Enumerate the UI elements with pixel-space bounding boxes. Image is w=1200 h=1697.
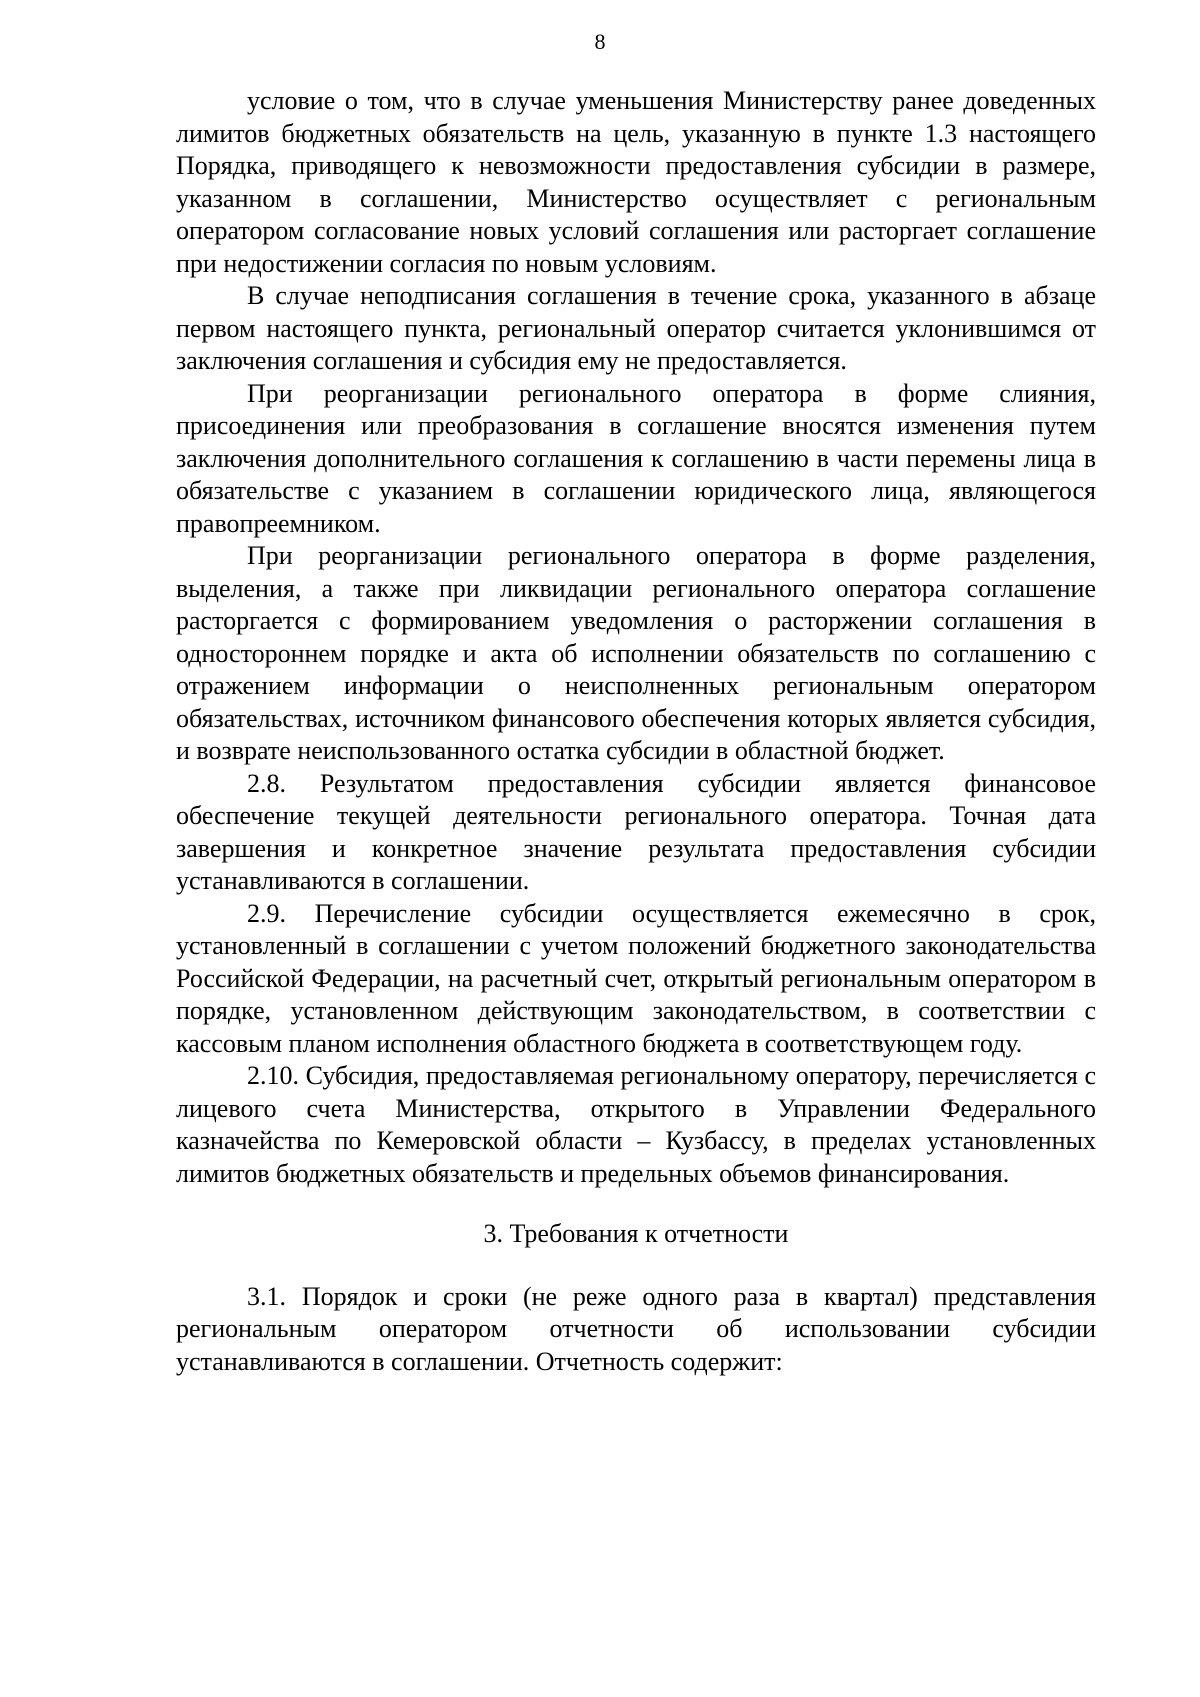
paragraph-agreement-not-signed: В случае неподписания соглашения в течение срока, указанного в абзаце первом настоящего пункта, региональный оператор считается уклонившимся от заключения соглашения и субсидия ему не предоставляется.: [176, 281, 1096, 375]
paragraph-2-9-transfer: 2.9. Перечисление субсидии осуществляется ежемесячно в срок, установленный в соглашении с учетом положений бюджетного законодательства Российской Федерации, на расчетный счет, открытый региональным оператором в порядке, установленном действующим законодательством, в соответствии с кассовым планом исполнения областного бюджета в соответствующем году.: [176, 898, 1096, 1058]
paragraph-2-8-result: 2.8. Результатом предоставления субсидии является финансовое обеспечение текущей деятельности регионального оператора. Точная дата завершения и конкретное значение результата предоставления субсидии устанавливаются в соглашении.: [176, 768, 1096, 895]
paragraph-subsidy-limit-reduction: условие о том, что в случае уменьшения Министерству ранее доведенных лимитов бюджетных обязательств на цель, указанную в пункте 1.3 настоящего Порядка, приводящего к невозможности предоставления субсидии в размере, указанном в соглашении, Министерство осуществляет с региональным оператором согласование новых условий соглашения или расторгает соглашение при недостижении согласия по новым условиям.: [176, 86, 1096, 278]
paragraph-3-1-reporting: 3.1. Порядок и сроки (не реже одного раза в квартал) представления региональным оператором отчетности об использовании субсидии устанавливаются в соглашении. Отчетность содержит:: [176, 1281, 1096, 1376]
document-body: [176, 85, 1096, 1378]
section-heading-reporting: 3. Требования к отчетности: [483, 1219, 789, 1248]
page-number: 8: [594, 29, 606, 54]
paragraph-2-10-subsidy: 2.10. Субсидия, предоставляемая региональному оператору, перечисляется с лицевого счета Министерства, открытого в Управлении Федерального казначейства по Кемеровской области – Кузбассу, в пределах установленных лимитов бюджетных обязательств и предельных объемов финансирования.: [176, 1061, 1096, 1188]
paragraph-reorganization-division: При реорганизации регионального оператора в форме разделения, выделения, а также при ликвидации регионального оператора соглашение расторгается с формированием уведомления о расторжении соглашения в одностороннем порядке и акта об исполнении обязательств по соглашению с отражением информации о неисполненных региональным оператором обязательствах, источником финансового обеспечения которых является субсидия, и возврате неиспользованного остатка субсидии в областной бюджет.: [176, 541, 1096, 765]
paragraph-reorganization-merger: При реорганизации регионального оператора в форме слияния, присоединения или преобразования в соглашение вносятся изменения путем заключения дополнительного соглашения к соглашению в части перемены лица в обязательстве с указанием в соглашении юридического лица, являющегося правопреемником.: [176, 378, 1096, 538]
